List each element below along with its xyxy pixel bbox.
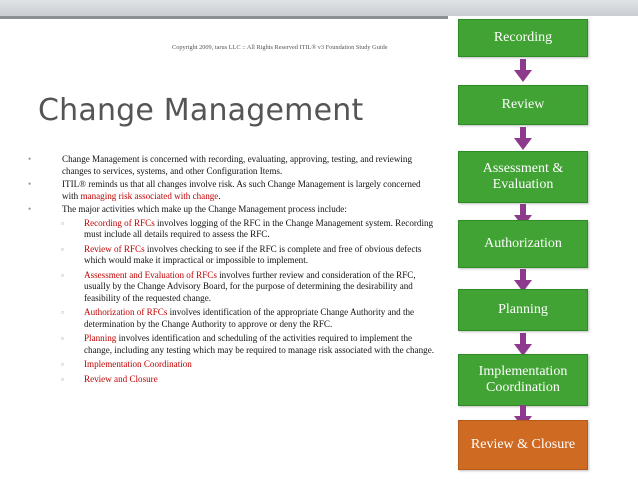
activity-item bbox=[26, 333, 436, 356]
bullet-text-end: . bbox=[218, 190, 221, 201]
activity-item bbox=[26, 359, 436, 371]
flow-step-assessment: Assessment & Evaluation bbox=[458, 151, 588, 203]
header-rule bbox=[0, 16, 448, 19]
bullet-text: The major activities which make up the Change Management process include: bbox=[62, 204, 347, 214]
bullet-item bbox=[26, 179, 436, 202]
bullet-marker: • bbox=[28, 179, 32, 189]
sub-bullet-marker: ▫ bbox=[61, 244, 64, 254]
bullet-text: ITIL® reminds us that all changes involve risk. As such Change Management is largely concerned with bbox=[62, 179, 421, 201]
activity-name: Review of RFCs bbox=[84, 243, 145, 254]
header-bar bbox=[0, 0, 638, 16]
activity-name: Planning bbox=[84, 333, 117, 343]
activity-desc: involves logging of the RFC in the Change Management system. Recording must include all details required to assess the RFC. bbox=[84, 217, 434, 239]
activity-desc: involves identification and scheduling of the activities required to implement the change, including any testing which may be required to manage risk associated with the change. bbox=[84, 333, 434, 355]
bullet-marker: • bbox=[28, 154, 32, 164]
activity-name: Assessment and Evaluation of RFCs bbox=[84, 269, 217, 280]
flow-step-implementation: Implementation Coordination bbox=[458, 354, 588, 406]
slide-title: Change Management bbox=[38, 93, 364, 128]
sub-bullet-marker: ▫ bbox=[61, 360, 64, 369]
bullet-marker: • bbox=[28, 204, 32, 214]
copyright-notice: Copyright 2009, tarus LLC :: All Rights Reserved ITIL® v3 Foundation Study Guide bbox=[172, 44, 388, 51]
sub-bullet-marker: ▫ bbox=[61, 374, 64, 384]
sub-bullet-marker: ▫ bbox=[61, 334, 64, 343]
activity-item bbox=[26, 307, 436, 330]
activity-item bbox=[26, 244, 436, 267]
sub-bullet-marker: ▫ bbox=[61, 270, 64, 280]
activity-name: Authorization of RFCs bbox=[84, 307, 168, 317]
bullet-item bbox=[26, 204, 436, 216]
flow-step-review-closure: Review & Closure bbox=[458, 420, 588, 470]
flow-step-recording: Recording bbox=[458, 19, 588, 57]
flow-step-planning: Planning bbox=[458, 289, 588, 331]
flow-arrow-icon bbox=[514, 127, 532, 151]
decoration-dots: · · · bbox=[590, 33, 612, 45]
flow-step-review: Review bbox=[458, 85, 588, 125]
activity-item bbox=[26, 270, 436, 305]
risk-highlight: managing risk associated with change bbox=[80, 190, 219, 201]
activity-name: Implementation Coordination bbox=[84, 359, 192, 369]
bullet-item bbox=[26, 154, 436, 177]
activity-desc: involves checking to see if the RFC is complete and free of obvious defects which would make it impractical or impossible to implement. bbox=[84, 243, 422, 265]
sub-bullet-marker: ▫ bbox=[61, 308, 64, 317]
process-flow-diagram bbox=[458, 17, 588, 472]
activity-item bbox=[26, 374, 436, 386]
sub-bullet-marker: ▫ bbox=[61, 218, 64, 228]
activity-desc: involves identification of the appropriate Change Authority and the determination by the Change Authority to approve or deny the RFC. bbox=[84, 307, 415, 329]
flow-step-authorization: Authorization bbox=[458, 220, 588, 268]
activity-name: Review and Closure bbox=[84, 373, 158, 384]
activity-name: Recording of RFCs bbox=[84, 217, 155, 228]
slide-content bbox=[26, 154, 436, 388]
flow-arrow-icon bbox=[514, 59, 532, 83]
activity-desc: involves further review and consideration of the RFC, usually by the Change Advisory Board, for the purpose of determining the desirability and feasibility of the requested change. bbox=[84, 269, 416, 303]
bullet-text: Change Management is concerned with recording, evaluating, approving, testing, and reviewing changes to services, systems, and other Configuration Items. bbox=[62, 154, 413, 176]
activity-item bbox=[26, 218, 436, 241]
